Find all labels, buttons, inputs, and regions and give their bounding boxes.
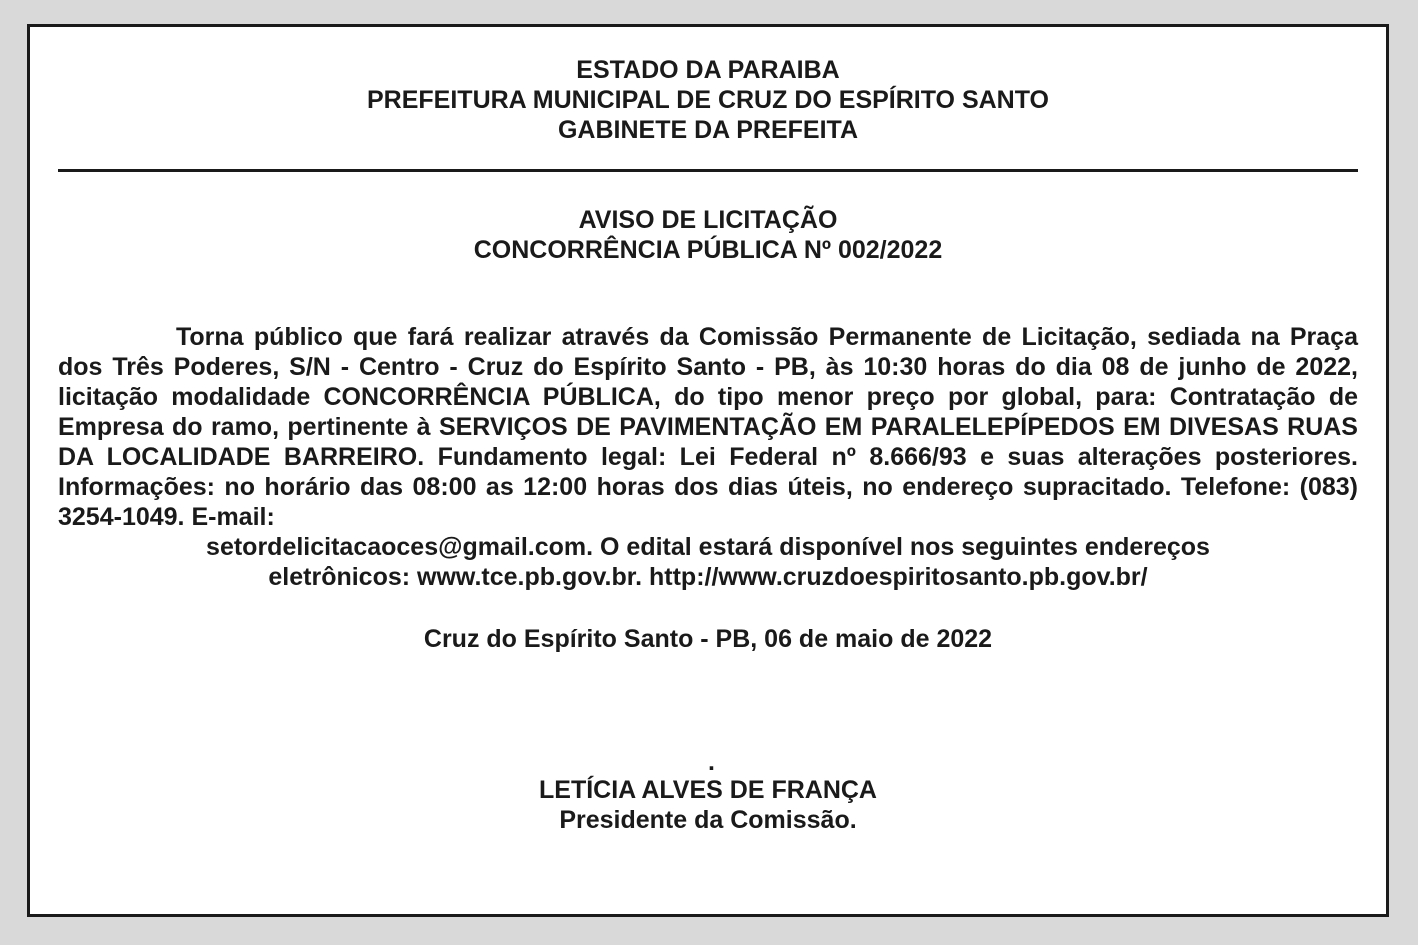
notice-title [30, 205, 1386, 265]
signature-mark: . [708, 748, 715, 776]
header-municipality: PREFEITURA MUNICIPAL DE CRUZ DO ESPÍRITO SANTO [367, 86, 1049, 114]
signatory-role: Presidente da Comissão. [559, 806, 857, 834]
notice-body-paragraph: Torna público que fará realizar através da Comissão Permanente de Licitação, sediada na Praça dos Três Poderes, S/N - Centro - Cruz do Espírito Santo - PB, às 10:30 horas do dia 08 de junho de 2022, licitação modalidade CONCORRÊNCIA PÚBLICA, do tipo menor preço por global, para: Contratação de Empresa do ramo, pertinente à SERVIÇOS DE PAVIMENTAÇÃO EM PARALELEPÍPEDOS EM DIVESAS RUAS DA LOCALIDADE BARREIRO. Fundamento legal: Lei Federal nº 8.666/93 e suas alterações posteriores. Informações: no horário das 08:00 as 12:00 horas dos dias úteis, no endereço supracitado. Telefone: (083) 3254-1049. E-mail: [58, 323, 1358, 531]
licitation-notice [27, 24, 1389, 917]
title-notice: AVISO DE LICITAÇÃO [578, 206, 838, 234]
header-state: ESTADO DA PARAIBA [576, 56, 840, 84]
header-divider [58, 169, 1358, 172]
notice-contacts [58, 532, 1358, 592]
contacts-email-line: setordelicitacaoces@gmail.com. O edital estará disponível nos seguintes endereços [206, 533, 1210, 561]
notice-date: Cruz do Espírito Santo - PB, 06 de maio de 2022 [423, 625, 993, 653]
signature-block [30, 775, 1386, 835]
notice-header [30, 55, 1386, 145]
title-procedure: CONCORRÊNCIA PÚBLICA Nº 002/2022 [473, 236, 943, 264]
contacts-websites-line: eletrônicos: www.tce.pb.gov.br. http://www.cruzdoespiritosanto.pb.gov.br/ [268, 563, 1148, 591]
header-office: GABINETE DA PREFEITA [557, 116, 858, 144]
signatory-name: LETÍCIA ALVES DE FRANÇA [539, 776, 877, 804]
